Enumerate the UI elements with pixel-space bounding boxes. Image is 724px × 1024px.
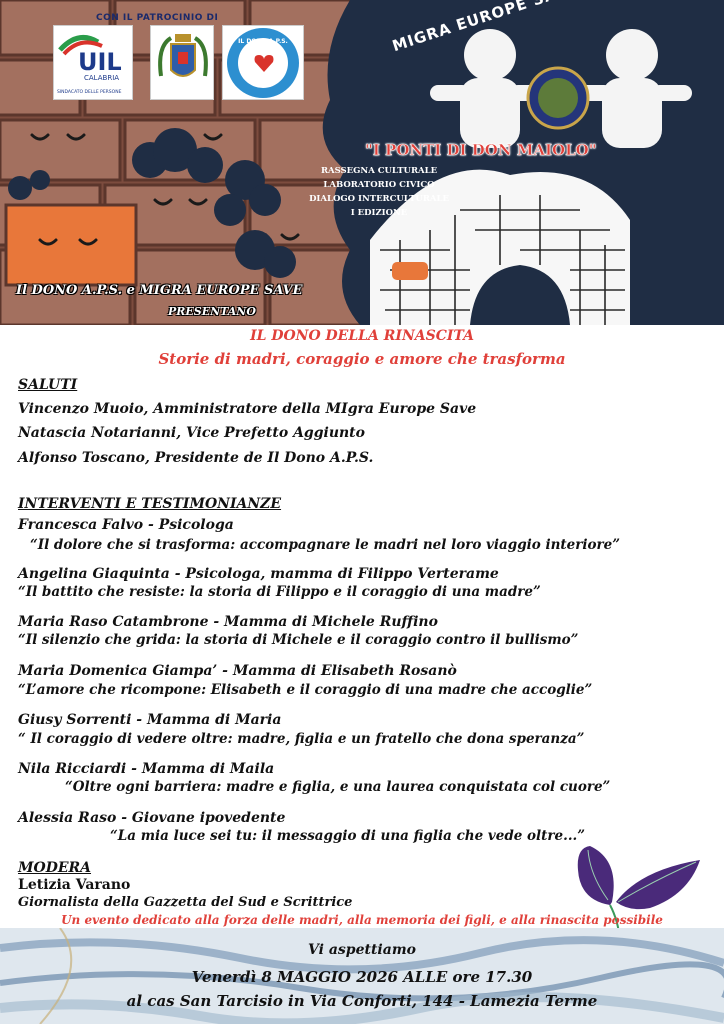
event-subtitle: Storie di madri, coraggio e amore che trasforma xyxy=(158,350,566,368)
speaker-name: Nila Ricciardi - Mamma di Maila xyxy=(18,761,275,777)
saluti-heading: SALUTI xyxy=(18,377,78,393)
footer-band xyxy=(0,928,724,1024)
il-dono-logo xyxy=(222,25,304,100)
speaker-name: Giusy Sorrenti - Mamma di Maria xyxy=(18,712,282,728)
uil-tagline: SINDACATO DELLE PERSONE xyxy=(57,90,122,95)
night-sky-illustration xyxy=(300,0,724,325)
project-title: "I PONTI DI DON MAIOLO" xyxy=(365,141,597,159)
heart-hands-icon xyxy=(251,50,277,76)
rassegna-line: DIALOGO INTERCULTURALE xyxy=(309,194,449,204)
presentano-label: PRESENTANO xyxy=(168,305,256,318)
modera-heading: MODERA xyxy=(18,860,92,876)
event-datetime: Venerdì 8 MAGGIO 2026 ALLE ore 17.30 xyxy=(191,968,533,986)
rassegna-line: LABORATORIO CIVICO xyxy=(323,180,435,190)
saluti-item: Natascia Notarianni, Vice Prefetto Aggiunto xyxy=(18,425,365,441)
speaker-quote: “La mia luce sei tu: il messaggio di una figlia che vede oltre...” xyxy=(110,828,585,844)
uil-region: CALABRIA xyxy=(84,74,120,82)
presenters-line: Il DONO A.P.S. e MIGRA EUROPE SAVE xyxy=(16,283,303,298)
event-title: IL DONO DELLA RINASCITA xyxy=(250,328,474,344)
speaker-quote: “ Il coraggio di vedere oltre: madre, figlia e un fratello che dona speranza” xyxy=(18,731,585,747)
speaker-quote: “Oltre ogni barriera: madre e figlia, e una laurea conquistata col cuore” xyxy=(65,779,611,795)
speaker-quote: “Il dolore che si trasforma: accompagnare le madri nel loro viaggio interiore” xyxy=(30,537,620,553)
moderator-name: Letizia Varano xyxy=(18,877,131,893)
speaker-quote: “L’amore che ricompone: Elisabeth e il coraggio di una madre che accoglie” xyxy=(18,682,593,698)
rassegna-line: RASSEGNA CULTURALE xyxy=(320,166,438,176)
speaker-quote: “Il silenzio che grida: la storia di Michele e il coraggio contro il bullismo” xyxy=(18,632,579,648)
speaker-name: Alessia Raso - Giovane ipovedente xyxy=(18,810,286,826)
closing-statement: Un evento dedicato alla forza delle madri, alla memoria dei figli, e alla rinascita possibile xyxy=(61,913,663,927)
rassegna-block xyxy=(304,164,454,220)
crest-icon xyxy=(151,26,215,101)
interventi-heading: INTERVENTI E TESTIMONIANZE xyxy=(18,496,282,512)
saluti-item: Vincenzo Muoio, Amministratore della MIgra Europe Save xyxy=(18,401,477,417)
municipal-crest-logo xyxy=(150,25,214,100)
uil-name: UIL xyxy=(78,48,122,76)
speaker-name: Angelina Giaquinta - Psicologa, mamma di Filippo Verterame xyxy=(18,566,499,582)
speaker-name: Maria Raso Catambrone - Mamma di Michele Ruffino xyxy=(18,614,438,630)
event-location: al cas San Tarcisio in Via Conforti, 144 - Lamezia Terme xyxy=(126,992,598,1010)
invite-line: Vi aspettiamo xyxy=(308,942,416,958)
speaker-quote: “Il battito che resiste: la storia di Filippo e il coraggio di una madre” xyxy=(18,584,541,600)
rassegna-line: I EDIZIONE xyxy=(350,208,408,218)
uil-logo xyxy=(53,25,133,100)
speaker-name: Francesca Falvo - Psicologa xyxy=(18,517,234,533)
dono-logo-name: IL DONO A.P.S. xyxy=(238,38,288,45)
saluti-item: Alfonso Toscano, Presidente de Il Dono A.P.S. xyxy=(18,450,374,466)
speaker-name: Maria Domenica Giampa’ - Mamma di Elisabeth Rosanò xyxy=(18,663,457,679)
header-banner xyxy=(0,0,724,325)
dono-ring-icon xyxy=(227,28,299,98)
patronage-label: CON IL PATROCINIO DI xyxy=(96,13,219,23)
moderator-role: Giornalista della Gazzetta del Sud e Scrittrice xyxy=(18,895,353,910)
